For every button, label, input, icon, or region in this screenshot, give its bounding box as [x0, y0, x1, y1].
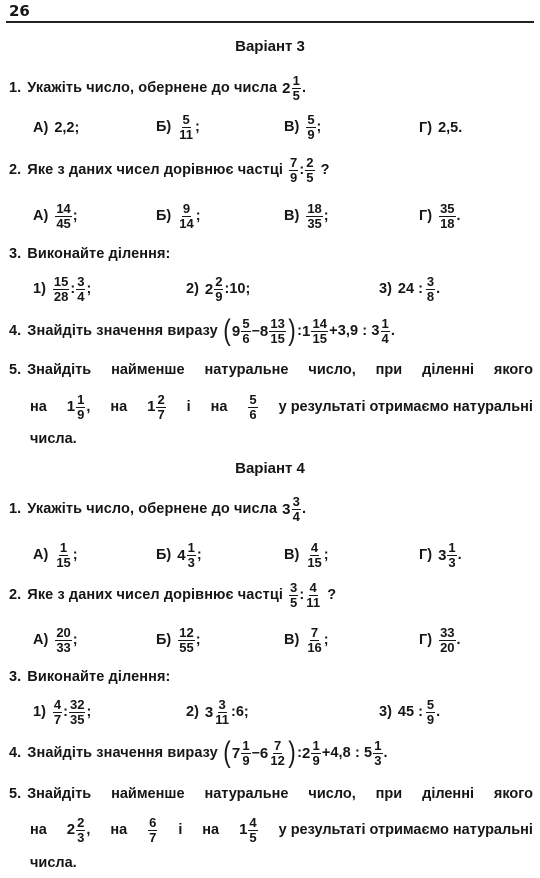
v4-q5-line-3: числа.	[30, 855, 77, 871]
v4-q2-option-a: А) $\frac{20}{33}$ ;	[33, 625, 78, 655]
v3-q2-option-b: Б) $\frac{9}{14}$ ;	[156, 201, 201, 231]
header-rule	[6, 21, 534, 23]
v4-q3-part-1: 1) $\frac{4}{7}$ : $\frac{32}{35}$ ;	[33, 697, 92, 727]
v4-q1-option-a: А) $\frac{1}{15}$ ;	[33, 540, 78, 570]
v4-q2: 2. Яке з даних чисел дорівнює частці $\frac{3}{5}$ : $\frac{4}{11}$ ?	[9, 580, 337, 610]
v3-q1-option-b: Б) $\frac{5}{11}$ ;	[156, 112, 200, 142]
v4-q3: 3. Виконайте ділення:	[9, 669, 171, 685]
v3-q2-option-a: А) $\frac{14}{45}$ ;	[33, 201, 78, 231]
v4-q5-line-2: на 2 $\frac{2}{3}$ , на $\frac{6}{7}$ і на 1 $\frac{4}{5}$ у результаті отримаємо натуральні	[30, 815, 533, 845]
v3-q3: 3. Виконайте ділення:	[9, 246, 171, 262]
v3-q1-option-a: А) 2,2;	[33, 120, 80, 136]
page-number: 26	[9, 2, 30, 20]
v3-q3-text: Виконайте ділення:	[27, 246, 171, 262]
v4-q2-option-b: Б) $\frac{12}{55}$ ;	[156, 625, 201, 655]
v3-q1: 1. Укажіть число, обернене до числа 2 $\frac{1}{5}$ .	[9, 73, 307, 103]
v3-q1-whole: 2	[282, 79, 291, 97]
v4-q3-text: Виконайте ділення:	[27, 669, 171, 685]
variant-4-title: Варіант 4	[235, 460, 305, 477]
v4-q3-part-2: 2) 3 $\frac{3}{11}$ :6;	[186, 697, 249, 727]
v4-q2-option-c: В) $\frac{7}{16}$ ;	[284, 625, 329, 655]
v3-q5-line-1: 5. Знайдіть найменше натуральне число, при діленні якого	[9, 362, 533, 378]
v4-q4: 4. Знайдіть значення виразу ( 7 $\frac{1}{9}$ – 6 $\frac{7}{12}$ ) : 2 $\frac{1}{9}$ +4,8 : 5 $\frac{1}{3}$ .	[9, 736, 388, 769]
v3-q3-part-3: 3) 24 : $\frac{3}{8}$ .	[379, 274, 441, 304]
v4-q1-option-g: Г) 3 $\frac{1}{3}$ .	[419, 540, 462, 570]
v4-q1-option-c: В) $\frac{4}{15}$ ;	[284, 540, 329, 570]
v3-q1-fraction: $\frac{1}{5}$	[292, 73, 300, 103]
v3-q1-option-c: В) $\frac{5}{9}$ ;	[284, 112, 322, 142]
v3-q3-part-1: 1) $\frac{15}{28}$ : $\frac{3}{4}$ ;	[33, 274, 92, 304]
v3-q1-number: 1.	[9, 80, 22, 97]
v3-q1-option-g: Г) 2,5.	[419, 120, 463, 136]
v4-q1: 1. Укажіть число, обернене до числа 3 $\frac{3}{4}$ .	[9, 494, 307, 524]
v4-q2-option-g: Г) $\frac{33}{20}$ .	[419, 625, 461, 655]
v3-q5-line-2: на 1 $\frac{1}{9}$ , на 1 $\frac{2}{7}$ і на $\frac{5}{6}$ у результаті отримаємо натуральні	[30, 392, 533, 422]
v4-q5-line-1: 5. Знайдіть найменше натуральне число, при діленні якого	[9, 786, 533, 802]
variant-3-title: Варіант 3	[235, 38, 305, 55]
v4-q1-text: Укажіть число, обернене до числа	[27, 501, 278, 518]
v3-q4: 4. Знайдіть значення виразу ( 9 $\frac{5}{6}$ – 8 $\frac{13}{15}$ ) : 1 $\frac{14}{15}$ +3,9 : 3 $\frac{1}{4}$ .	[9, 314, 395, 347]
v3-q2: 2. Яке з даних чисел дорівнює частці $\frac{7}{9}$ : $\frac{2}{5}$ ?	[9, 155, 330, 185]
v3-q4-text: Знайдіть значення виразу	[27, 323, 218, 339]
v4-q4-text: Знайдіть значення виразу	[27, 745, 218, 761]
v3-q2-option-c: В) $\frac{18}{35}$ ;	[284, 201, 329, 231]
v4-q3-part-3: 3) 45 : $\frac{5}{9}$ .	[379, 697, 441, 727]
v3-q2-option-g: Г) $\frac{35}{18}$ .	[419, 201, 461, 231]
v3-q3-part-2: 2) 2 $\frac{2}{9}$ :10;	[186, 274, 251, 304]
v4-q1-option-b: Б) 4 $\frac{1}{3}$ ;	[156, 540, 202, 570]
v4-q2-text: Яке з даних чисел дорівнює частці	[27, 587, 283, 604]
v3-q5-line-3: числа.	[30, 431, 77, 447]
v3-q2-text: Яке з даних чисел дорівнює частці	[27, 162, 283, 179]
v3-q1-text: Укажіть число, обернене до числа	[27, 80, 278, 97]
